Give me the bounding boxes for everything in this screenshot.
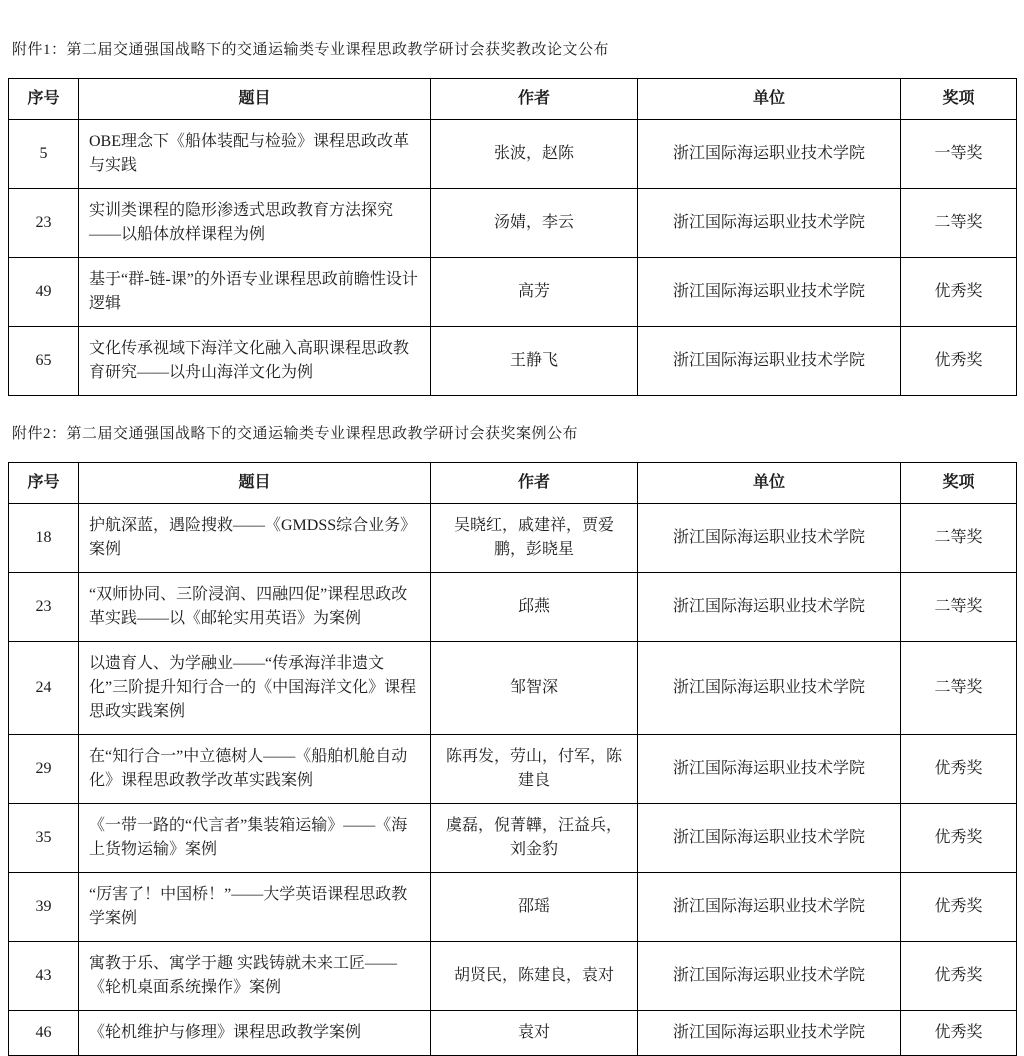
table-row — [9, 804, 1017, 873]
authors-cell: 陈再发，劳山，付军，陈建良 — [431, 735, 638, 804]
organization-cell: 浙江国际海运职业技术学院 — [638, 735, 901, 804]
table-row — [9, 735, 1017, 804]
award-cell: 二等奖 — [901, 642, 1017, 735]
organization-cell: 浙江国际海运职业技术学院 — [638, 258, 901, 327]
case-title-cell: “双师协同、三阶浸润、四融四促”课程思政改革实践——以《邮轮实用英语》为案例 — [79, 573, 431, 642]
attachment2-table-body — [9, 504, 1017, 1056]
row-number-cell: 23 — [9, 573, 79, 642]
table-row — [9, 942, 1017, 1011]
row-number-cell: 43 — [9, 942, 79, 1011]
row-number-cell: 29 — [9, 735, 79, 804]
header-award: 奖项 — [901, 463, 1017, 504]
award-cell: 优秀奖 — [901, 1011, 1017, 1056]
organization-cell: 浙江国际海运职业技术学院 — [638, 873, 901, 942]
award-cell: 优秀奖 — [901, 258, 1017, 327]
table-row — [9, 327, 1017, 396]
header-title: 题目 — [79, 463, 431, 504]
authors-cell: 汤婧，李云 — [431, 189, 638, 258]
authors-cell: 袁对 — [431, 1011, 638, 1056]
table-row — [9, 1011, 1017, 1056]
authors-cell: 高芳 — [431, 258, 638, 327]
row-number-cell: 49 — [9, 258, 79, 327]
paper-title-cell: 文化传承视域下海洋文化融入高职课程思政教育研究——以舟山海洋文化为例 — [79, 327, 431, 396]
case-title-cell: 护航深蓝，遇险搜救——《GMDSS综合业务》案例 — [79, 504, 431, 573]
award-cell: 二等奖 — [901, 573, 1017, 642]
row-number-cell: 46 — [9, 1011, 79, 1056]
attachment1-awards-table — [8, 78, 1017, 396]
award-cell: 优秀奖 — [901, 873, 1017, 942]
table-row — [9, 258, 1017, 327]
authors-cell: 邹智深 — [431, 642, 638, 735]
attachment1-title: 附件1：第二届交通强国战略下的交通运输类专业课程思政教学研讨会获奖教改论文公布 — [12, 42, 610, 58]
authors-cell: 虞磊，倪菁韡，汪益兵，刘金豹 — [431, 804, 638, 873]
authors-cell: 吴晓红，戚建祥，贾爱鹏，彭晓星 — [431, 504, 638, 573]
row-number-cell: 35 — [9, 804, 79, 873]
case-title-cell: 在“知行合一”中立德树人——《船舶机舱自动化》课程思政教学改革实践案例 — [79, 735, 431, 804]
organization-cell: 浙江国际海运职业技术学院 — [638, 120, 901, 189]
table-row — [9, 642, 1017, 735]
row-number-cell: 18 — [9, 504, 79, 573]
header-org: 单位 — [638, 463, 901, 504]
award-cell: 优秀奖 — [901, 942, 1017, 1011]
award-cell: 优秀奖 — [901, 804, 1017, 873]
header-row — [9, 79, 1017, 120]
header-row — [9, 463, 1017, 504]
case-title-cell: 以遗育人、为学融业——“传承海洋非遗文化”三阶提升知行合一的《中国海洋文化》课程思政实践案例 — [79, 642, 431, 735]
organization-cell: 浙江国际海运职业技术学院 — [638, 504, 901, 573]
paper-title-cell: 实训类课程的隐形渗透式思政教育方法探究——以船体放样课程为例 — [79, 189, 431, 258]
table-row — [9, 504, 1017, 573]
award-cell: 一等奖 — [901, 120, 1017, 189]
organization-cell: 浙江国际海运职业技术学院 — [638, 573, 901, 642]
authors-cell: 王静飞 — [431, 327, 638, 396]
attachment2-awards-table — [8, 462, 1017, 1056]
row-number-cell: 5 — [9, 120, 79, 189]
paper-title-cell: OBE理念下《船体装配与检验》课程思政改革与实践 — [79, 120, 431, 189]
award-cell: 二等奖 — [901, 504, 1017, 573]
row-number-cell: 24 — [9, 642, 79, 735]
header-title: 题目 — [79, 79, 431, 120]
table-row — [9, 120, 1017, 189]
table-row — [9, 873, 1017, 942]
award-cell: 优秀奖 — [901, 735, 1017, 804]
case-title-cell: 《轮机维护与修理》课程思政教学案例 — [79, 1011, 431, 1056]
organization-cell: 浙江国际海运职业技术学院 — [638, 327, 901, 396]
attachment1-table-body — [9, 120, 1017, 396]
table-row — [9, 573, 1017, 642]
organization-cell: 浙江国际海运职业技术学院 — [638, 189, 901, 258]
case-title-cell: 《一带一路的“代言者”集装箱运输》——《海上货物运输》案例 — [79, 804, 431, 873]
header-award: 奖项 — [901, 79, 1017, 120]
organization-cell: 浙江国际海运职业技术学院 — [638, 1011, 901, 1056]
authors-cell: 邵瑶 — [431, 873, 638, 942]
header-no: 序号 — [9, 463, 79, 504]
table-row — [9, 189, 1017, 258]
authors-cell: 张波，赵陈 — [431, 120, 638, 189]
header-author: 作者 — [431, 463, 638, 504]
organization-cell: 浙江国际海运职业技术学院 — [638, 642, 901, 735]
row-number-cell: 39 — [9, 873, 79, 942]
award-cell: 二等奖 — [901, 189, 1017, 258]
attachment2-title: 附件2：第二届交通强国战略下的交通运输类专业课程思政教学研讨会获奖案例公布 — [12, 426, 579, 442]
row-number-cell: 23 — [9, 189, 79, 258]
row-number-cell: 65 — [9, 327, 79, 396]
organization-cell: 浙江国际海运职业技术学院 — [638, 942, 901, 1011]
attachment1-table-header — [9, 79, 1017, 120]
case-title-cell: “厉害了！中国桥！”——大学英语课程思政教学案例 — [79, 873, 431, 942]
authors-cell: 胡贤民，陈建良，袁对 — [431, 942, 638, 1011]
case-title-cell: 寓教于乐、寓学于趣 实践铸就未来工匠——《轮机桌面系统操作》案例 — [79, 942, 431, 1011]
award-cell: 优秀奖 — [901, 327, 1017, 396]
authors-cell: 邱燕 — [431, 573, 638, 642]
attachment2-table-header — [9, 463, 1017, 504]
header-org: 单位 — [638, 79, 901, 120]
header-no: 序号 — [9, 79, 79, 120]
organization-cell: 浙江国际海运职业技术学院 — [638, 804, 901, 873]
header-author: 作者 — [431, 79, 638, 120]
paper-title-cell: 基于“群-链-课”的外语专业课程思政前瞻性设计逻辑 — [79, 258, 431, 327]
